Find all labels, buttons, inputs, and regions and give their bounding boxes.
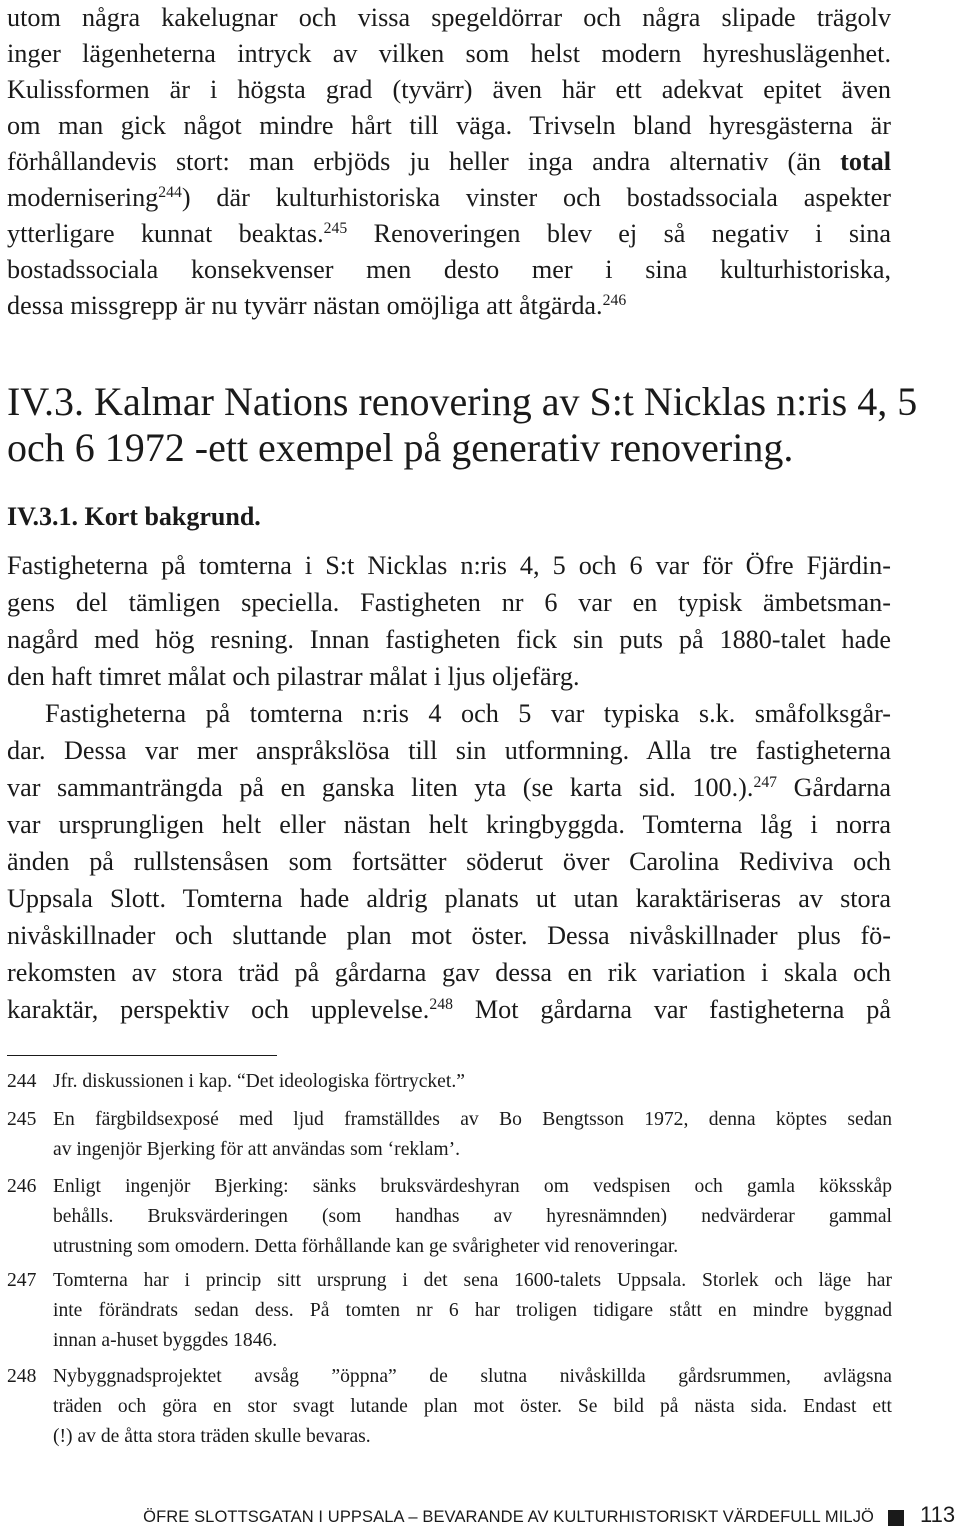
footnote-text: Nybyggnadsprojektet avsåg ”öppna” de slutna nivåskillda gårdsrummen, avlägsna (53, 1366, 892, 1387)
footnote-separator (7, 1055, 277, 1056)
body-text-line: dar. Dessa var mer anspråkslösa till sin utformning. Alla tre fastigheterna (7, 736, 891, 765)
footnote-ref: 247 (753, 774, 778, 792)
footnote-line (7, 1067, 892, 1097)
footnote-244 (7, 1067, 892, 1097)
footnote-248 (7, 1362, 892, 1452)
footnote-line: (!) av de åtta stora träden skulle bevaras. (53, 1426, 371, 1447)
footnote-line: utrustning som omodern. Detta förhållande kan ge svårigheter vid renoveringar. (53, 1236, 679, 1257)
body-text-line (7, 992, 891, 1028)
body-text-run: dessa missgrepp är nu tyvärr nästan omöjliga att åtgärda. (7, 291, 603, 320)
footnote-ref: 244 (158, 184, 182, 202)
footnote-text: Tomterna har i princip sitt ursprung i det sena 1600-talets Uppsala. Storlek och läge har (53, 1270, 892, 1291)
footnote-line (7, 1172, 892, 1202)
footnote-ref: 245 (323, 220, 348, 238)
page-number: 113 (920, 1502, 956, 1527)
footnote-line: inte förändrats sedan dess. På tomten nr 6 har troligen tidigare stått en mindre byggnad (53, 1300, 892, 1321)
footnote-number: 248 (7, 1366, 37, 1387)
body-text-line: Fastigheterna på tomterna n:ris 4 och 5 var typiska s.k. småfolksgår- (45, 699, 891, 728)
running-title: ÖFRE SLOTTSGATAN I UPPSALA – BEVARANDE AV KULTURHISTORISKT VÄRDEFULL MILJÖ (143, 1508, 874, 1526)
body-text-run: modernisering (7, 183, 159, 212)
body-text-run: Renoveringen blev ej så negativ i sina (347, 219, 891, 248)
body-text-line: rekomsten av stora träd på gårdarna gav dessa en rik variation i skala och (7, 958, 891, 987)
body-text-line: gens del tämligen speciella. Fastigheten nr 6 var en typisk ämbetsman- (7, 588, 891, 617)
footnote-number: 247 (7, 1270, 37, 1291)
body-text-line: bostadssociala konsekvenser men desto mer i sina kulturhistoriska, (7, 255, 891, 284)
footnote-line (7, 1362, 892, 1392)
body-text-run: Mot gårdarna var fastigheterna på (452, 995, 891, 1024)
footnote-number: 244 (7, 1071, 37, 1092)
footnote-246 (7, 1172, 892, 1262)
footnote-text: Jfr. diskussionen i kap. “Det ideologiska förtrycket.” (53, 1071, 465, 1092)
body-text-line (7, 216, 891, 252)
footnote-line: av ingenjör Bjerking för att användas som ‘reklam’. (53, 1139, 460, 1160)
body-text-line: utom några kakelugnar och vissa spegeldörrar och några slipade trägolv (7, 3, 891, 32)
footnote-line: träden och göra en stor svagt lutande plan mot öster. Se bild på nästa sida. Endast ett (53, 1396, 892, 1417)
body-text-run: förhållandevis stort: man erbjöds ju heller inga andra alternativ (än (7, 147, 841, 176)
section-heading-line: IV.3. Kalmar Nations renovering av S:t Nicklas n:ris 4, 5 (7, 379, 918, 424)
body-text-line: Kulissformen är i högsta grad (tyvärr) även här ett adekvat epitet även (7, 75, 891, 104)
page-footer (0, 1500, 960, 1530)
square-icon (888, 1510, 904, 1526)
body-text-line: om man gick något mindre hårt till väga. Trivseln bland hyresgästerna är (7, 111, 891, 140)
body-text-line (7, 144, 891, 180)
footnote-ref: 246 (602, 292, 627, 310)
footnote-245 (7, 1105, 892, 1165)
section-heading-line: och 6 1972 -ett exempel på generativ renovering. (7, 425, 794, 470)
footnote-text: En färgbildsexposé med ljud framställdes av Bo Bengtsson 1972, denna köptes sedan (53, 1109, 892, 1130)
footnote-number: 246 (7, 1176, 37, 1197)
body-text-run: ) där kulturhistoriska vinster och bostadssociala aspekter (181, 183, 891, 212)
body-text-run: ytterligare kunnat beaktas. (7, 219, 324, 248)
body-text-line: den haft timret målat och pilastrar målat i ljus oljefärg. (7, 662, 580, 691)
body-text-line (7, 180, 891, 216)
body-text-line (7, 288, 891, 324)
body-text-line: var ursprungligen helt eller nästan helt kringbyggda. Tomterna låg i norra (7, 810, 891, 839)
subsection-heading: IV.3.1. Kort bakgrund. (7, 502, 261, 531)
footnote-line (7, 1105, 892, 1135)
footnote-ref: 248 (429, 996, 453, 1014)
footnote-247 (7, 1266, 892, 1356)
body-text-line: inger lägenheterna intryck av vilken som helst modern hyreshuslägenhet. (7, 39, 891, 68)
emphasis-text: total (840, 147, 891, 176)
body-text-run: var sammanträngda på en ganska liten yta (se karta sid. 100.). (7, 773, 754, 802)
body-text-line (7, 770, 891, 806)
body-text-run: Gårdarna (777, 773, 891, 802)
body-text-line: nagård med hög resning. Innan fastigheten fick sin puts på 1880-talet hade (7, 625, 891, 654)
footnote-line: innan a-huset byggdes 1846. (53, 1330, 278, 1351)
footnote-line (7, 1266, 892, 1296)
footnote-text: Enligt ingenjör Bjerking: sänks bruksvärdeshyran om vedspisen och gamla köksskåp (53, 1176, 892, 1197)
footnote-number: 245 (7, 1109, 37, 1130)
body-text-line: nivåskillnader och sluttande plan mot öster. Dessa nivåskillnader plus fö- (7, 921, 891, 950)
footnote-line: behålls. Bruksvärderingen (som handhas av hyresnämnden) nedvärderar gammal (53, 1206, 892, 1227)
body-text-line: Fastigheterna på tomterna i S:t Nicklas n:ris 4, 5 och 6 var för Öfre Fjärdin- (7, 551, 891, 580)
body-text-line: Uppsala Slott. Tomterna hade aldrig planats ut utan karaktäriseras av stora (7, 884, 891, 913)
body-text-run: karaktär, perspektiv och upplevelse. (7, 995, 430, 1024)
body-text-line: änden på rullstensåsen som fortsätter söderut över Carolina Rediviva och (7, 847, 891, 876)
